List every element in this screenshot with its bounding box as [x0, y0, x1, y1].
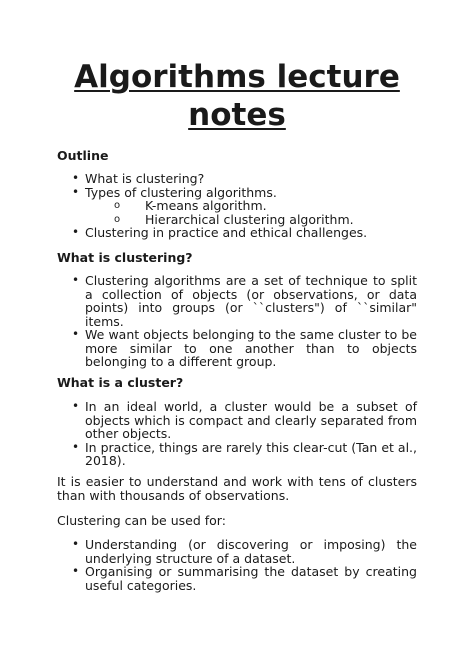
list-item: • In practice, things are rarely this clear-cut (Tan et al., 2018). — [57, 441, 417, 468]
list-item: • Understanding (or discovering or imposing) the underlying structure of a dataset. — [57, 538, 417, 565]
section-heading: What is a cluster? — [57, 375, 184, 390]
cluster-list — [57, 400, 417, 468]
title-line-2: notes — [188, 97, 286, 133]
list-item-text: Types of clustering algorithms. — [85, 184, 277, 200]
list-item: • In an ideal world, a cluster would be a subset of objects which is compact and clearly separated from other objects. — [57, 400, 417, 441]
sub-list — [85, 199, 417, 226]
section-heading: What is clustering? — [57, 250, 193, 265]
title-line-1: Algorithms lecture — [74, 59, 400, 95]
sub-list-item: o K-means algorithm. — [114, 199, 417, 213]
list-item — [57, 186, 417, 227]
paragraph: Clustering can be used for: — [57, 513, 226, 528]
page-title — [0, 58, 474, 134]
list-item: • What is clustering? — [57, 172, 417, 186]
outline-list — [57, 172, 417, 240]
list-item: • Clustering algorithms are a set of technique to split a collection of objects (or observations, or data points) into groups (or ``clusters") of ``similar" items. — [57, 274, 417, 328]
list-item: • Clustering in practice and ethical challenges. — [57, 226, 417, 240]
uses-list — [57, 538, 417, 592]
list-item: • We want objects belonging to the same cluster to be more similar to one another than to objects belonging to a different group. — [57, 328, 417, 369]
sub-list-item: o Hierarchical clustering algorithm. — [114, 213, 417, 227]
outline-heading: Outline — [57, 148, 109, 163]
clustering-list — [57, 274, 417, 369]
list-item: • Organising or summarising the dataset by creating useful categories. — [57, 565, 417, 592]
paragraph: It is easier to understand and work with tens of clusters than with thousands of observations. — [57, 474, 417, 503]
